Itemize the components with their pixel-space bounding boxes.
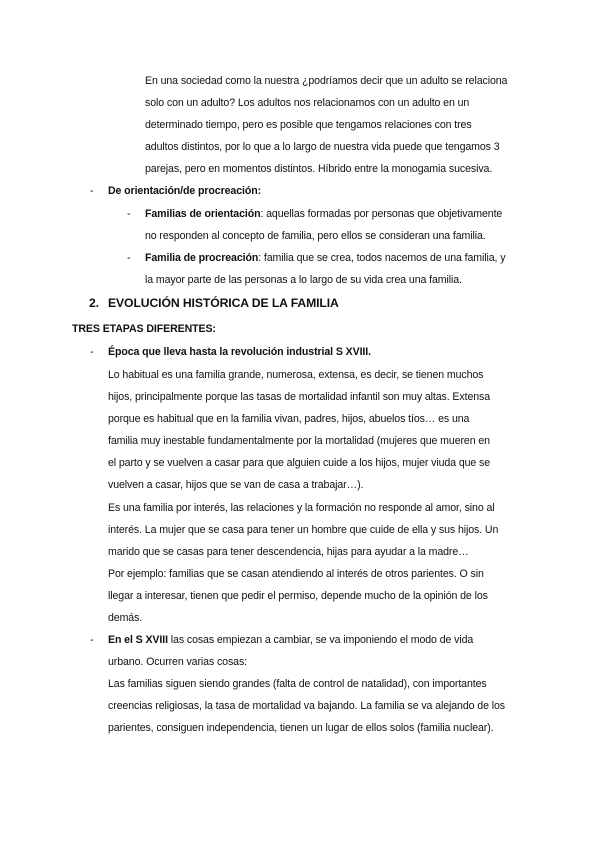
intro-line: En una sociedad como la nuestra ¿podríamos decir que un adulto se relaciona [145,75,508,87]
etapa1-line: llegar a interesar, tienen que pedir el permiso, depende mucho de la opinión de los [108,590,488,602]
etapa1-line: Lo habitual es una familia grande, numerosa, extensa, es decir, se tienen muchos [108,369,484,381]
intro-line: adultos distintos, por lo que a lo largo de nuestra vida puede que tengamos 3 [145,141,500,153]
etapa1-heading: Época que lleva hasta la revolución industrial S XVIII. [108,346,371,358]
etapa2-line: urbano. Ocurren varias cosas: [108,656,248,668]
bullet-dash: - [127,208,131,220]
etapa2-heading-bold: En el S XVIII [108,634,168,646]
etapa1-line: el parto y se vuelven a casar para que alguien cuide a los hijos, mujer viuda que se [108,457,491,469]
section-number: 2. [89,296,99,310]
intro-line: determinado tiempo, pero es posible que tengamos relaciones con tres [145,119,472,131]
orientacion-term: Familias de orientación [145,208,261,220]
etapa1-line: vuelven a casar, hijos que se van de casa a trabajar…). [108,479,364,491]
procreacion-item [145,251,505,265]
etapa2-line: Las familias siguen siendo grandes (falta de control de natalidad), con importantes [108,678,487,690]
etapa2-heading [108,633,473,647]
orientacion-text: : aquellas formadas por personas que objetivamente [260,208,503,220]
intro-line: parejas, pero en momentos distintos. Híbrido entre la monogamia sucesiva. [145,163,493,175]
etapa2-heading-text: las cosas empiezan a cambiar, se va imponiendo el modo de vida [167,634,474,646]
etapa2-line: parientes, consiguen independencia, tienen un lugar de ellos solos (familia nuclear). [108,722,494,734]
procreacion-text-line: la mayor parte de las personas a lo largo de su vida crea una familia. [145,274,462,286]
bullet-dash: - [90,185,94,197]
etapa1-line: porque es habitual que en la familia vivan, padres, hijos, abuelos tíos… es una [108,413,470,425]
etapa1-line: demás. [108,612,143,624]
tres-etapas-heading: TRES ETAPAS DIFERENTES: [72,323,216,335]
etapa1-line: Por ejemplo: familias que se casan atendiendo al interés de otros parientes. O sin [108,568,484,580]
etapa1-line: marido que se casas para tener descendencia, hijas para ayudar a la madre… [108,546,469,558]
intro-line: solo con un adulto? Los adultos nos relacionamos con un adulto en un [145,97,470,109]
bullet-dash: - [90,634,94,646]
etapa1-line: Es una familia por interés, las relaciones y la formación no responde al amor, sino al [108,502,495,514]
orientacion-heading: De orientación/de procreación: [108,185,261,197]
orientacion-text-line: no responden al concepto de familia, pero ellos se consideran una familia. [145,230,486,242]
etapa1-line: interés. La mujer que se casa para tener un hombre que cuide de ella y sus hijos. Un [108,524,499,536]
section-title: EVOLUCIÓN HISTÓRICA DE LA FAMILIA [108,296,339,310]
procreacion-text: : familia que se crea, todos nacemos de una familia, y [258,252,506,264]
orientacion-item [145,207,502,221]
procreacion-term: Familia de procreación [145,252,259,264]
etapa1-line: hijos, principalmente porque las tasas de mortalidad infantil son muy altas. Extensa [108,391,491,403]
etapa2-line: creencias religiosas, la tasa de mortalidad va bajando. La familia se va alejando de los [108,700,505,712]
etapa1-line: familia muy inestable fundamentalmente por la mortalidad (mujeres que mueren en [108,435,490,447]
bullet-dash: - [90,346,94,358]
bullet-dash: - [127,252,131,264]
